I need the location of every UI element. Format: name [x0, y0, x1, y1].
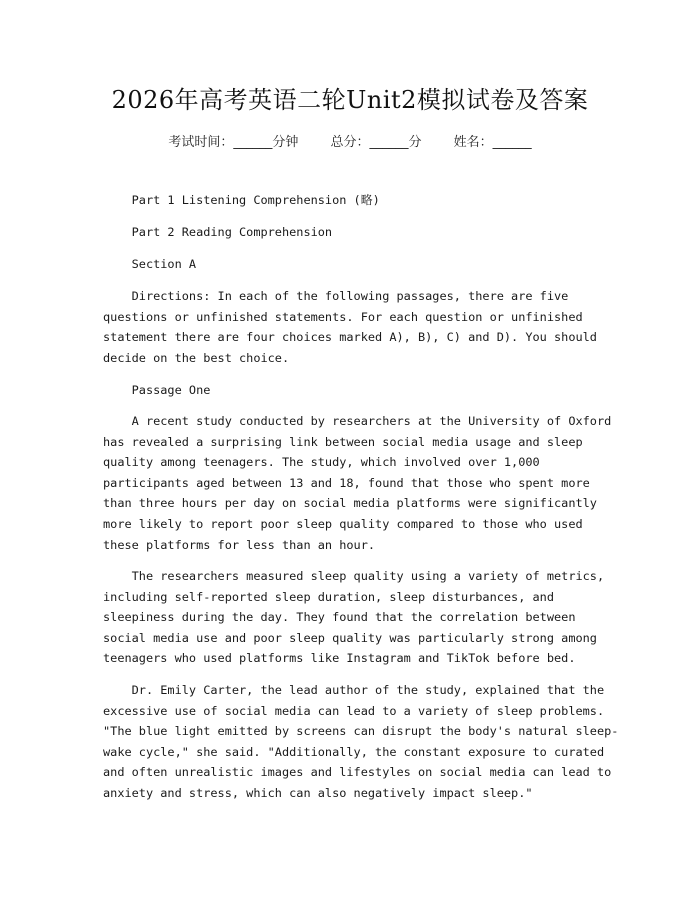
- heading-part-1: Part 1 Listening Comprehension (略): [103, 193, 380, 207]
- paragraph-2-line: sleepiness during the day. They found that the correlation between: [103, 610, 576, 625]
- paragraph-1-line: more likely to report poor sleep quality compared to those who used: [103, 517, 583, 531]
- exam-name: 姓名：______: [453, 135, 532, 150]
- paragraph-1-line: these platforms for less than an hour.: [103, 537, 376, 552]
- directions-line: questions or unfinished statements. For each question or unfinished: [103, 309, 583, 324]
- paragraph-1-line: participants aged between 13 and 18, found that those who spent more: [103, 475, 590, 490]
- paragraph-1-line: quality among teenagers. The study, which involved over 1,000: [103, 455, 540, 470]
- paragraph-2-line: social media use and poor sleep quality was particularly strong among: [103, 630, 597, 645]
- paragraph-1-line: has revealed a surprising link between social media usage and sleep: [103, 434, 583, 449]
- paragraph-2-line: including self-reported sleep duration, sleep disturbances, and: [103, 589, 555, 604]
- paragraph-3-line: Dr. Emily Carter, the lead author of the study, explained that the: [103, 683, 605, 697]
- directions-line: decide on the best choice.: [103, 350, 290, 365]
- paragraph-2-line: The researchers measured sleep quality using a variety of metrics,: [103, 569, 605, 583]
- heading-section-a: Section A: [103, 257, 197, 271]
- exam-score: 总分：______分: [330, 135, 422, 150]
- paragraph-1-line: A recent study conducted by researchers at the University of Oxford: [103, 414, 612, 428]
- paragraph-3-line: and often unrealistic images and lifestyles on social media can lead to: [103, 765, 612, 780]
- paragraph-3-line: excessive use of social media can lead to a variety of sleep problems.: [103, 703, 605, 718]
- directions-line: Directions: In each of the following passages, there are five: [103, 289, 569, 303]
- paragraph-2-line: teenagers who used platforms like Instagram and TikTok before bed.: [103, 651, 576, 666]
- document-title: 2026年高考英语二轮Unit2模拟试卷及答案: [111, 86, 589, 114]
- paragraph-3-line: wake cycle," she said. "Additionally, the constant exposure to curated: [103, 744, 605, 759]
- exam-time: 考试时间：______分钟: [168, 135, 299, 150]
- directions-line: statement there are four choices marked A), B), C) and D). You should: [103, 330, 597, 345]
- heading-passage-one: Passage One: [103, 383, 211, 397]
- exam-info: [0, 131, 700, 150]
- paragraph-3-line: anxiety and stress, which can also negatively impact sleep.": [103, 786, 533, 800]
- heading-part-2: Part 2 Reading Comprehension: [103, 225, 333, 239]
- paragraph-3-line: "The blue light emitted by screens can disrupt the body's natural sleep-: [103, 724, 619, 739]
- paragraph-1-line: than three hours per day on social media platforms were significantly: [103, 496, 597, 511]
